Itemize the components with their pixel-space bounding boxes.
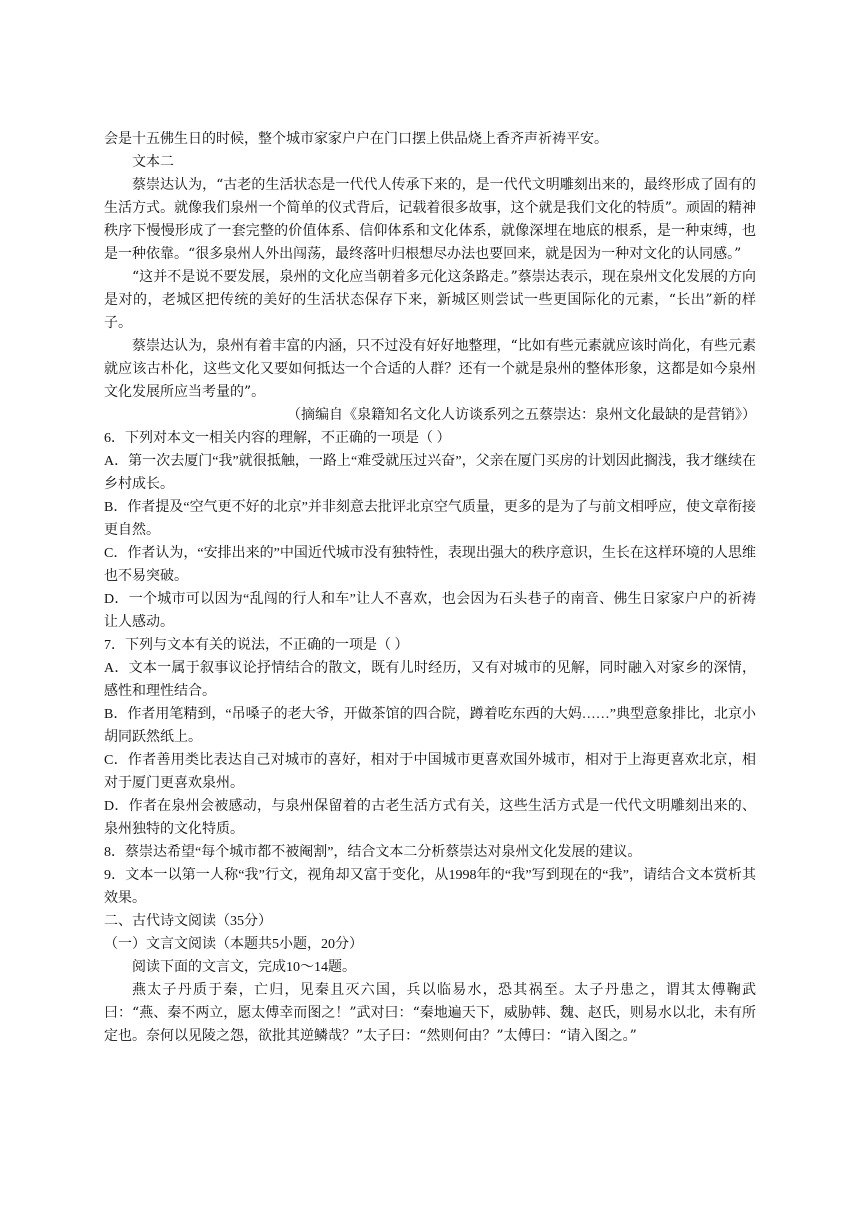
reading-instruction: 阅读下面的文言文，完成10～14题。 [132, 960, 356, 975]
text1-tail: 会是十五佛生日的时候，整个城市家家户户在门口摆上供品烧上香齐声祈祷平安。 [104, 131, 608, 147]
question-6-option-a: A．第一次去厦门“我”就很抵触，一路上“难受就压过兴奋”，父亲在厦门买房的计划因此搁浅，我才继续在乡村成长。 [104, 454, 756, 492]
text2-paragraph-3: 蔡崇达认为，泉州有着丰富的内涵，只不过没有好好地整理，“比如有些元素就应该时尚化，有些元素就应该古朴化，这些文化又要如何抵达一个合适的人群？还有一个就是泉州的整体形象，这都是如今泉州文化发展所应当考量的”。 [104, 338, 756, 400]
question-8: 8．蔡崇达希望“每个城市都不被阉割”，结合文本二分析蔡崇达对泉州文化发展的建议。 [104, 845, 642, 860]
text2-heading: 文本二 [132, 154, 174, 170]
question-6-option-c: C．作者认为，“安排出来的”中国近代城市没有独特性，表现出强大的秩序意识，生长在这样环境的人思维也不易突破。 [104, 546, 756, 584]
question-7-option-d: D．作者在泉州会被感动，与泉州保留着的古老生活方式有关，这些生活方式是一代代文明雕刻出来的、泉州独特的文化特质。 [104, 799, 756, 837]
section-2-heading: 二、古代诗文阅读（35分） [104, 914, 272, 929]
section-2-1-heading: （一）文言文阅读（本题共5小题，20分） [104, 937, 363, 952]
question-7-option-b: B．作者用笔精到，“吊嗓子的老大爷，开做茶馆的四合院，蹲着吃东西的大妈……”典型意象排比，北京小胡同跃然纸上。 [104, 707, 756, 745]
classical-passage-1: 燕太子丹质于秦，亡归，见秦且灭六国，兵以临易水，恐其祸至。太子丹患之，谓其太傅鞠武曰：“燕、秦不两立，愿太傅幸而图之！”武对曰：“秦地遍天下，威胁韩、魏、赵氏，则易水以北，未有所定也。奈何以见陵之怨，欲批其逆鳞哉？”太子曰：“然则何由？”太傅曰：“请入图之。” [104, 982, 756, 1044]
question-7: 7．下列与文本有关的说法，不正确的一项是（ ） [104, 638, 409, 653]
source-citation: （摘编自《泉籍知名文化人访谈系列之五蔡崇达：泉州文化最缺的是营销》） [287, 407, 756, 423]
question-7-option-c: C．作者善用类比表达自己对城市的喜好，相对于中国城市更喜欢国外城市，相对于上海更喜欢北京，相对于厦门更喜欢泉州。 [104, 753, 756, 791]
question-9: 9．文本一以第一人称“我”行文，视角却又富于变化，从1998年的“我”写到现在的“我”，请结合文本赏析其效果。 [104, 868, 756, 906]
question-7-option-a: A．文本一属于叙事议论抒情结合的散文，既有儿时经历，又有对城市的见解，同时融入对家乡的深情，感性和理性结合。 [104, 661, 756, 699]
question-6-option-d: D．一个城市可以因为“乱闯的行人和车”让人不喜欢，也会因为石头巷子的南音、佛生日家家户户的祈祷让人感动。 [104, 592, 756, 630]
exam-page [104, 128, 756, 1048]
question-6-option-b: B．作者提及“空气更不好的北京”并非刻意去批评北京空气质量，更多的是为了与前文相呼应，使文章衔接更自然。 [104, 500, 756, 538]
text2-paragraph-2: “这并不是说不要发展，泉州的文化应当朝着多元化这条路走。”蔡崇达表示，现在泉州文化发展的方向是对的，老城区把传统的美好的生活状态保存下来，新城区则尝试一些更国际化的元素，“长出”新的样子。 [104, 269, 756, 331]
question-6: 6．下列对本文一相关内容的理解，不正确的一项是（ ） [104, 431, 451, 446]
text2-paragraph-1: 蔡崇达认为，“古老的生活状态是一代代人传承下来的，是一代代文明雕刻出来的，最终形成了固有的生活方式。就像我们泉州一个简单的仪式背后，记载着很多故事，这个就是我们文化的特质”。顽固的精神秩序下慢慢形成了一套完整的价值体系、信仰体系和文化体系，就像深埋在地底的根系，是一种束缚，也是一种依靠。“很多泉州人外出闯荡，最终落叶归根想尽办法也要回来，就是因为一种对文化的认同感。” [104, 177, 756, 262]
